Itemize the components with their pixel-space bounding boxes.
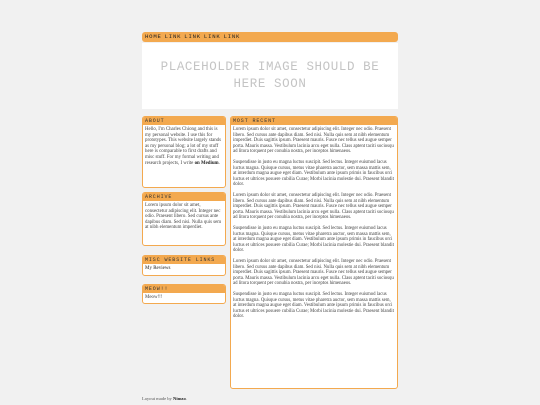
recent-paragraph: Lorem ipsum dolor sit amet, consectetur adipiscing elit. Integer nec odio. Praesent libero. Sed cursus ante dapibus diam. Sed nisi. Nulla quis sem at nibh elementum imperdiet. Duis sagittis ipsum. Praesent mauris. Fusce nec tellus sed augue semper porta. Mauris massa. Vestibulum lacinia arcu eget nulla. Class aptent taciti sociosqu ad litora torquent per conubia nostra, per inceptos himenaeos. — [233, 127, 394, 154]
hero-placeholder-text: PLACEHOLDER IMAGE SHOULD BE HERE SOON — [160, 60, 380, 91]
meow-title: MEOW!! — [143, 285, 225, 293]
most-recent-body — [231, 125, 397, 327]
footer-author-link[interactable]: Nimzo — [173, 396, 186, 401]
recent-paragraph: Lorem ipsum dolor sit amet, consectetur adipiscing elit. Integer nec odio. Praesent libero. Sed cursus ante dapibus diam. Sed nisi. Nulla quis sem at nibh elementum imperdiet. Duis sagittis ipsum. Praesent mauris. Fusce nec tellus sed augue semper porta. Mauris massa. Vestibulum lacinia arcu eget nulla. Class aptent taciti sociosqu ad litora torquent per conubia nostra, per inceptos himenaeos. — [233, 259, 394, 286]
about-title: ABOUT — [143, 117, 225, 125]
hero-banner — [142, 43, 398, 109]
about-end: . — [218, 160, 220, 166]
nav-home-link[interactable]: HOME — [145, 33, 162, 40]
recent-paragraph: Suspendisse in justo eu magna luctus suscipit. Sed lectus. Integer euismod lacus luctus magna. Quisque cursus, metus vitae pharetra auctor, sem massa mattis sem, at interdum magna augue eget diam. Vestibulum ante ipsum primis in faucibus orci luctus et ultrices posuere cubilia Curae; Morbi lacinia molestie dui. Praesent blandit dolor. — [233, 226, 394, 253]
archive-text: Lorem ipsum dolor sit amet, consectetur adipiscing elit. Integer nec odio. Praesent libero. Sed cursus ante dapibus diam. Sed nisi. Nulla quis sem at nibh elementum imperdiet. — [145, 203, 222, 231]
medium-link[interactable]: on Medium — [194, 160, 219, 166]
nav-link-3[interactable]: LINK — [203, 33, 221, 40]
top-nav — [142, 32, 398, 42]
about-text: Hello, I'm Charles Chiong and this is my personal website. I use this for prototypes. This website largely stands as my personal blog; a lot of my stuff here is comparable to first drafts and misc stuff. For my formal writing and research projects, I write — [145, 127, 222, 166]
most-recent-title: MOST RECENT — [231, 117, 397, 125]
nav-link-1[interactable]: LINK — [164, 33, 182, 40]
about-body — [143, 125, 225, 168]
about-panel — [142, 116, 226, 188]
meow-text: Meow!!! — [145, 295, 163, 300]
footer-end: . — [185, 396, 187, 401]
meow-panel — [142, 284, 226, 304]
archive-title: ARCHIVE — [143, 193, 225, 201]
recent-paragraph: Suspendisse in justo eu magna luctus suscipit. Sed lectus. Integer euismod lacus luctus magna. Quisque cursus, metus vitae pharetra auctor, sem massa mattis sem, at interdum magna augue eget diam. Vestibulum ante ipsum primis in faucibus orci luctus et ultrices posuere cubilia Curae; Morbi lacinia molestie dui. Praesent blandit dolor. — [233, 292, 394, 319]
footer — [142, 396, 187, 401]
misc-links-panel — [142, 255, 226, 276]
most-recent-panel — [230, 116, 398, 389]
footer-prefix: Layout made by — [142, 396, 173, 401]
archive-panel — [142, 192, 226, 246]
my-reviews-link[interactable]: My Reviews — [145, 266, 171, 271]
nav-link-4[interactable]: LINK — [223, 33, 241, 40]
misc-links-title: MISC WEBSITE LINKS — [143, 256, 225, 264]
recent-paragraph: Lorem ipsum dolor sit amet, consectetur adipiscing elit. Integer nec odio. Praesent libero. Sed cursus ante dapibus diam. Sed nisi. Nulla quis sem at nibh elementum imperdiet. Duis sagittis ipsum. Praesent mauris. Fusce nec tellus sed augue semper porta. Mauris massa. Vestibulum lacinia arcu eget nulla. Class aptent taciti sociosqu ad litora torquent per conubia nostra, per inceptos himenaeos. — [233, 193, 394, 220]
nav-link-2[interactable]: LINK — [184, 33, 201, 40]
recent-paragraph: Suspendisse in justo eu magna luctus suscipit. Sed lectus. Integer euismod lacus luctus magna. Quisque cursus, metus vitae pharetra auctor, sem massa mattis sem, at interdum magna augue eget diam. Vestibulum ante ipsum primis in faucibus orci luctus et ultrices posuere cubilia Curae; Morbi lacinia molestie dui. Praesent blandit dolor. — [233, 160, 394, 187]
